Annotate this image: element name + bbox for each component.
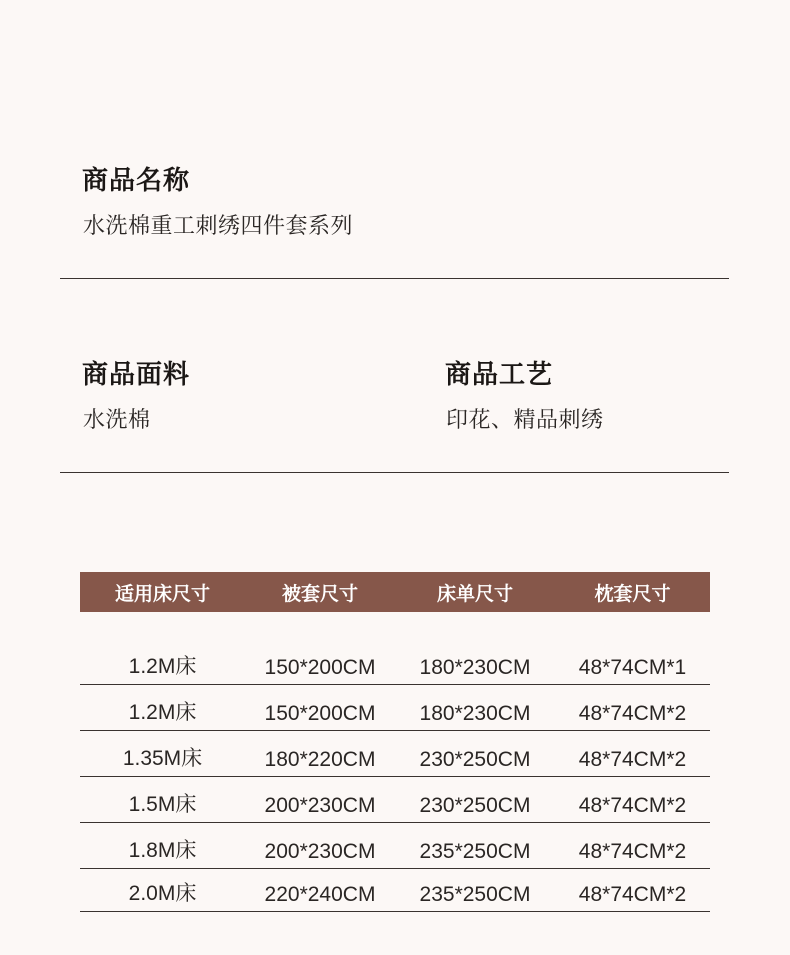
cell-sheet-size: 180*230CM: [419, 702, 531, 725]
size-table: [80, 572, 710, 906]
size-table-header: [80, 572, 710, 612]
product-name-title: 商品名称: [82, 166, 191, 196]
cell-duvet-size: 150*200CM: [264, 656, 376, 679]
cell-bed-size: 1.2M床: [128, 701, 197, 724]
craft-title: 商品工艺: [445, 360, 554, 390]
table-row: [80, 647, 710, 685]
header-duvet-size: 被套尺寸: [281, 582, 358, 605]
cell-bed-size: 1.35M床: [122, 747, 203, 770]
cell-sheet-size: 230*250CM: [419, 794, 531, 817]
cell-bed-size: 1.2M床: [128, 655, 197, 678]
fabric-value: 水洗棉: [83, 408, 151, 433]
header-pillowcase-size: 枕套尺寸: [594, 582, 671, 605]
cell-duvet-size: 150*200CM: [264, 702, 376, 725]
cell-sheet-size: 235*250CM: [419, 840, 531, 863]
table-row: [80, 869, 710, 912]
fabric-title: 商品面料: [82, 360, 191, 390]
cell-pillowcase-size: 48*74CM*2: [578, 748, 687, 771]
cell-pillowcase-size: 48*74CM*1: [578, 656, 687, 679]
divider-1: [60, 278, 729, 279]
cell-bed-size: 2.0M床: [128, 882, 197, 905]
craft-value: 印花、精品刺绣: [446, 408, 604, 433]
product-name-value: 水洗棉重工刺绣四件套系列: [83, 214, 354, 239]
header-bed-size: 适用床尺寸: [114, 582, 210, 605]
cell-bed-size: 1.8M床: [128, 839, 197, 862]
cell-pillowcase-size: 48*74CM*2: [578, 840, 687, 863]
cell-pillowcase-size: 48*74CM*2: [578, 883, 687, 906]
cell-sheet-size: 230*250CM: [419, 748, 531, 771]
cell-duvet-size: 200*230CM: [264, 840, 376, 863]
header-sheet-size: 床单尺寸: [436, 582, 513, 605]
cell-pillowcase-size: 48*74CM*2: [578, 702, 687, 725]
cell-pillowcase-size: 48*74CM*2: [578, 794, 687, 817]
table-row: [80, 823, 710, 869]
table-row: [80, 685, 710, 731]
cell-duvet-size: 200*230CM: [264, 794, 376, 817]
cell-sheet-size: 180*230CM: [419, 656, 531, 679]
cell-sheet-size: 235*250CM: [419, 883, 531, 906]
table-row: [80, 777, 710, 823]
cell-bed-size: 1.5M床: [128, 793, 197, 816]
cell-duvet-size: 180*220CM: [264, 748, 376, 771]
table-row: [80, 731, 710, 777]
cell-duvet-size: 220*240CM: [264, 883, 376, 906]
divider-2: [60, 472, 729, 473]
